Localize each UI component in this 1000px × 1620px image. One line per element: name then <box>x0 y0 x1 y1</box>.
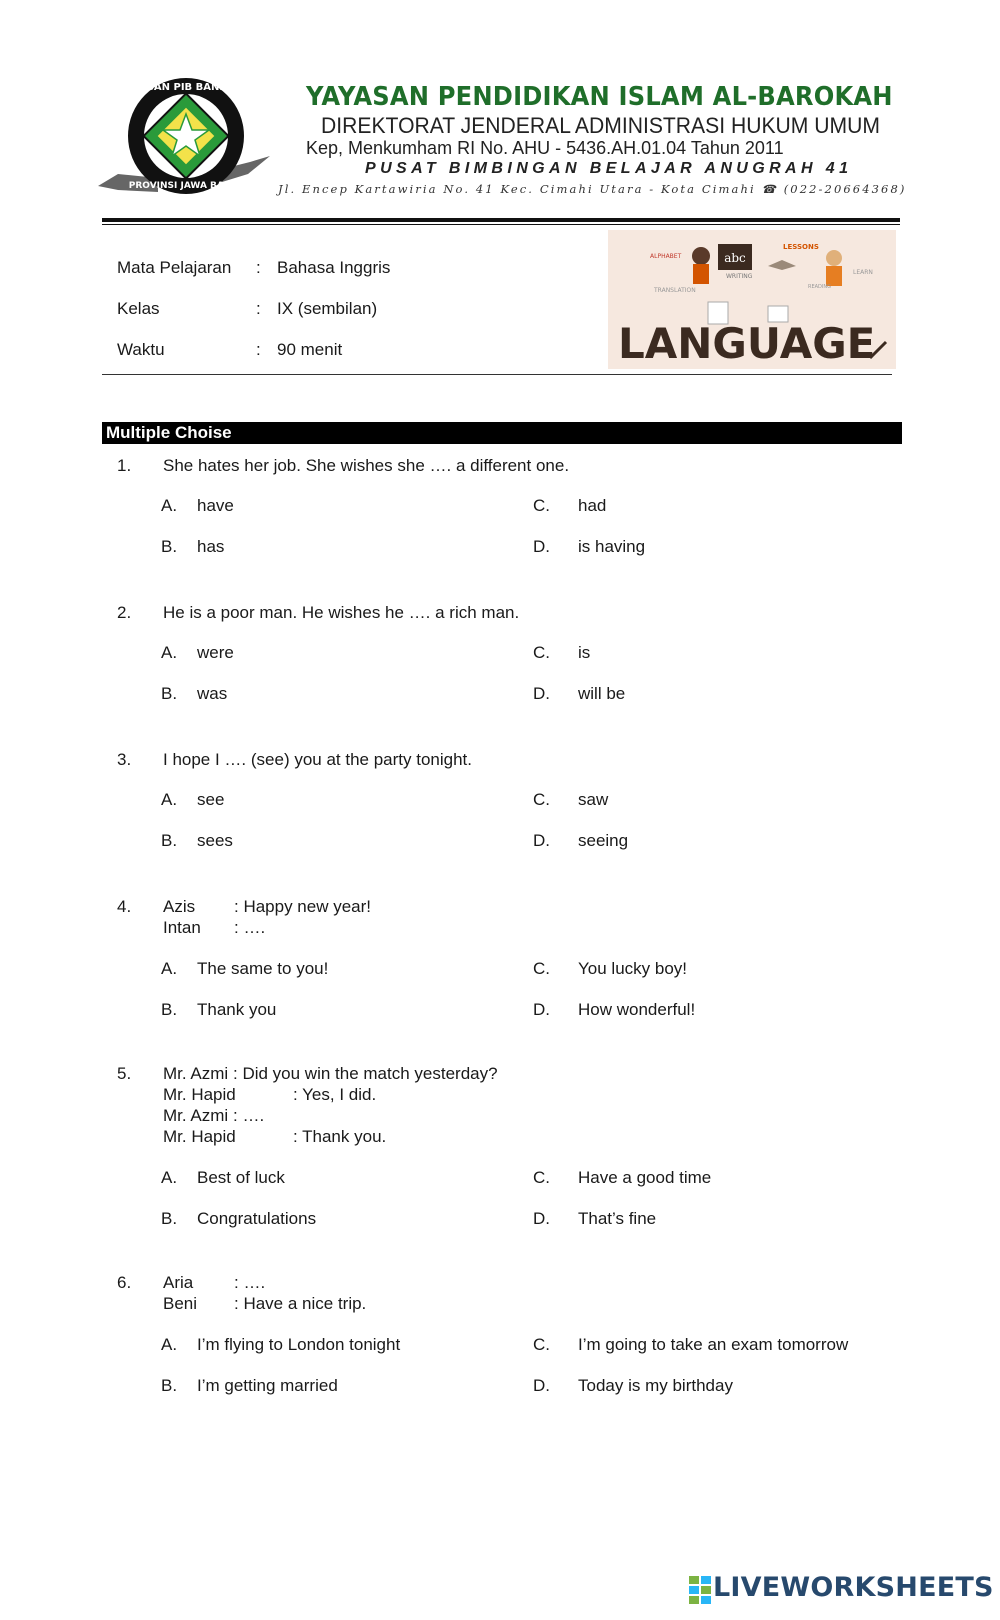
info-label: Kelas <box>117 299 160 318</box>
dialog-line: : Yes, I did. <box>293 1085 377 1104</box>
word-reading: READING <box>808 284 831 290</box>
option-letter: D. <box>533 1376 550 1395</box>
option-text[interactable]: has <box>197 537 225 556</box>
option-text[interactable]: Congratulations <box>197 1209 317 1228</box>
option-text[interactable]: seeing <box>578 831 629 850</box>
option-text[interactable]: I’m going to take an exam tomorrow <box>578 1335 849 1354</box>
option-letter: A. <box>161 959 178 978</box>
dialog-line: : …. <box>234 918 266 937</box>
info-value: Bahasa Inggris <box>277 258 391 277</box>
info-colon: : <box>256 299 261 318</box>
section-header: Multiple Choise <box>102 422 902 444</box>
option-letter: D. <box>533 831 550 850</box>
dialog-speaker: Aria <box>163 1273 194 1292</box>
dialog-line: : Thank you. <box>293 1127 387 1146</box>
dialog-line: : Happy new year! <box>234 897 372 916</box>
foundation-logo <box>98 74 270 204</box>
option-letter: B. <box>161 684 178 703</box>
option-text[interactable]: had <box>578 496 607 515</box>
info-colon: : <box>256 340 261 359</box>
organization-name: YAYASAN PENDIDIKAN ISLAM AL-BAROKAH <box>306 82 893 112</box>
logo-text-top: YAYASAN PIB BANDUNG <box>119 82 253 93</box>
dialog-speaker: Beni <box>163 1294 198 1313</box>
option-letter: D. <box>533 1000 550 1019</box>
header-rule-thin <box>102 224 900 225</box>
option-letter: B. <box>161 537 178 556</box>
word-learn: LEARN <box>853 269 873 276</box>
option-text[interactable]: You lucky boy! <box>578 959 687 978</box>
organization-address: Jl. Encep Kartawiria No. 41 Kec. Cimahi Utara - Kota Cimahi ☎ (022-20664368) <box>278 182 907 196</box>
option-letter: C. <box>533 1168 550 1187</box>
organization-decree: Kep, Menkumham RI No. AHU - 5436.AH.01.04 Tahun 2011 <box>306 138 784 158</box>
dialog-speaker: Mr. Hapid <box>163 1127 236 1146</box>
question-text: She hates her job. She wishes she …. a different one. <box>163 456 570 475</box>
option-text[interactable]: I’m flying to London tonight <box>197 1335 401 1354</box>
dialog-speaker: Azis <box>163 897 196 916</box>
question-number: 6. <box>117 1273 132 1292</box>
option-text[interactable]: will be <box>578 684 626 703</box>
option-text[interactable]: How wonderful! <box>578 1000 696 1019</box>
dialog-speaker: Mr. Azmi <box>163 1064 229 1083</box>
option-text[interactable]: is <box>578 643 591 662</box>
option-letter: B. <box>161 1376 178 1395</box>
liveworksheets-logo-icon <box>689 1574 711 1604</box>
question-text: He is a poor man. He wishes he …. a rich man. <box>163 603 520 622</box>
dialog-line: : …. <box>233 1106 265 1125</box>
word-writing: WRITING <box>726 273 753 280</box>
language-title: LANGUAGE <box>618 319 876 368</box>
liveworksheets-brand[interactable]: LIVEWORKSHEETS <box>713 1572 994 1603</box>
word-translation: TRANSLATION <box>654 287 696 294</box>
organization-department: DIREKTORAT JENDERAL ADMINISTRASI HUKUM UMUM <box>321 113 880 138</box>
option-text[interactable]: is having <box>578 537 646 556</box>
question-text: I hope I …. (see) you at the party tonight. <box>163 750 473 769</box>
option-letter: C. <box>533 790 550 809</box>
option-letter: D. <box>533 1209 550 1228</box>
question-number: 3. <box>117 750 132 769</box>
option-letter: B. <box>161 831 178 850</box>
option-text[interactable]: The same to you! <box>197 959 329 978</box>
option-letter: C. <box>533 496 550 515</box>
option-letter: C. <box>533 643 550 662</box>
question-number: 4. <box>117 897 132 916</box>
option-letter: A. <box>161 790 178 809</box>
option-text[interactable]: see <box>197 790 225 809</box>
word-abc: abc <box>724 251 746 265</box>
language-illustration <box>608 230 896 369</box>
option-letter: C. <box>533 959 550 978</box>
option-text[interactable]: That’s fine <box>578 1209 657 1228</box>
option-letter: A. <box>161 1335 178 1354</box>
dialog-line: : Did you win the match yesterday? <box>233 1064 498 1083</box>
option-text[interactable]: Best of luck <box>197 1168 285 1187</box>
dialog-line: : Have a nice trip. <box>234 1294 367 1313</box>
info-value: 90 menit <box>277 340 343 359</box>
info-colon: : <box>256 258 261 277</box>
option-letter: A. <box>161 643 178 662</box>
info-label: Mata Pelajaran <box>117 258 232 277</box>
dialog-speaker: Intan <box>163 918 201 937</box>
info-label: Waktu <box>117 340 165 359</box>
option-letter: A. <box>161 496 178 515</box>
question-number: 2. <box>117 603 132 622</box>
option-text[interactable]: were <box>197 643 234 662</box>
option-text[interactable]: Have a good time <box>578 1168 712 1187</box>
option-letter: A. <box>161 1168 178 1187</box>
option-text[interactable]: I’m getting married <box>197 1376 338 1395</box>
word-alphabet: ALPHABET <box>650 253 682 260</box>
option-text[interactable]: sees <box>197 831 233 850</box>
question-number: 5. <box>117 1064 132 1083</box>
header-rule <box>102 218 900 222</box>
learning-center-name: PUSAT BIMBINGAN BELAJAR ANUGRAH 41 <box>365 160 853 177</box>
option-letter: B. <box>161 1000 178 1019</box>
option-text[interactable]: was <box>197 684 228 703</box>
option-letter: D. <box>533 537 550 556</box>
option-text[interactable]: Thank you <box>197 1000 277 1019</box>
option-text[interactable]: Today is my birthday <box>578 1376 733 1395</box>
option-letter: D. <box>533 684 550 703</box>
info-value: IX (sembilan) <box>277 299 378 318</box>
dialog-speaker: Mr. Hapid <box>163 1085 236 1104</box>
option-letter: B. <box>161 1209 178 1228</box>
option-text[interactable]: have <box>197 496 234 515</box>
logo-text-bottom: PROVINSI JAWA BARAT <box>128 181 244 191</box>
dialog-line: : …. <box>234 1273 266 1292</box>
info-rule <box>102 374 892 375</box>
option-text[interactable]: saw <box>578 790 609 809</box>
word-lessons: LESSONS <box>783 243 819 251</box>
question-number: 1. <box>117 456 132 475</box>
option-letter: C. <box>533 1335 550 1354</box>
dialog-speaker: Mr. Azmi <box>163 1106 229 1125</box>
